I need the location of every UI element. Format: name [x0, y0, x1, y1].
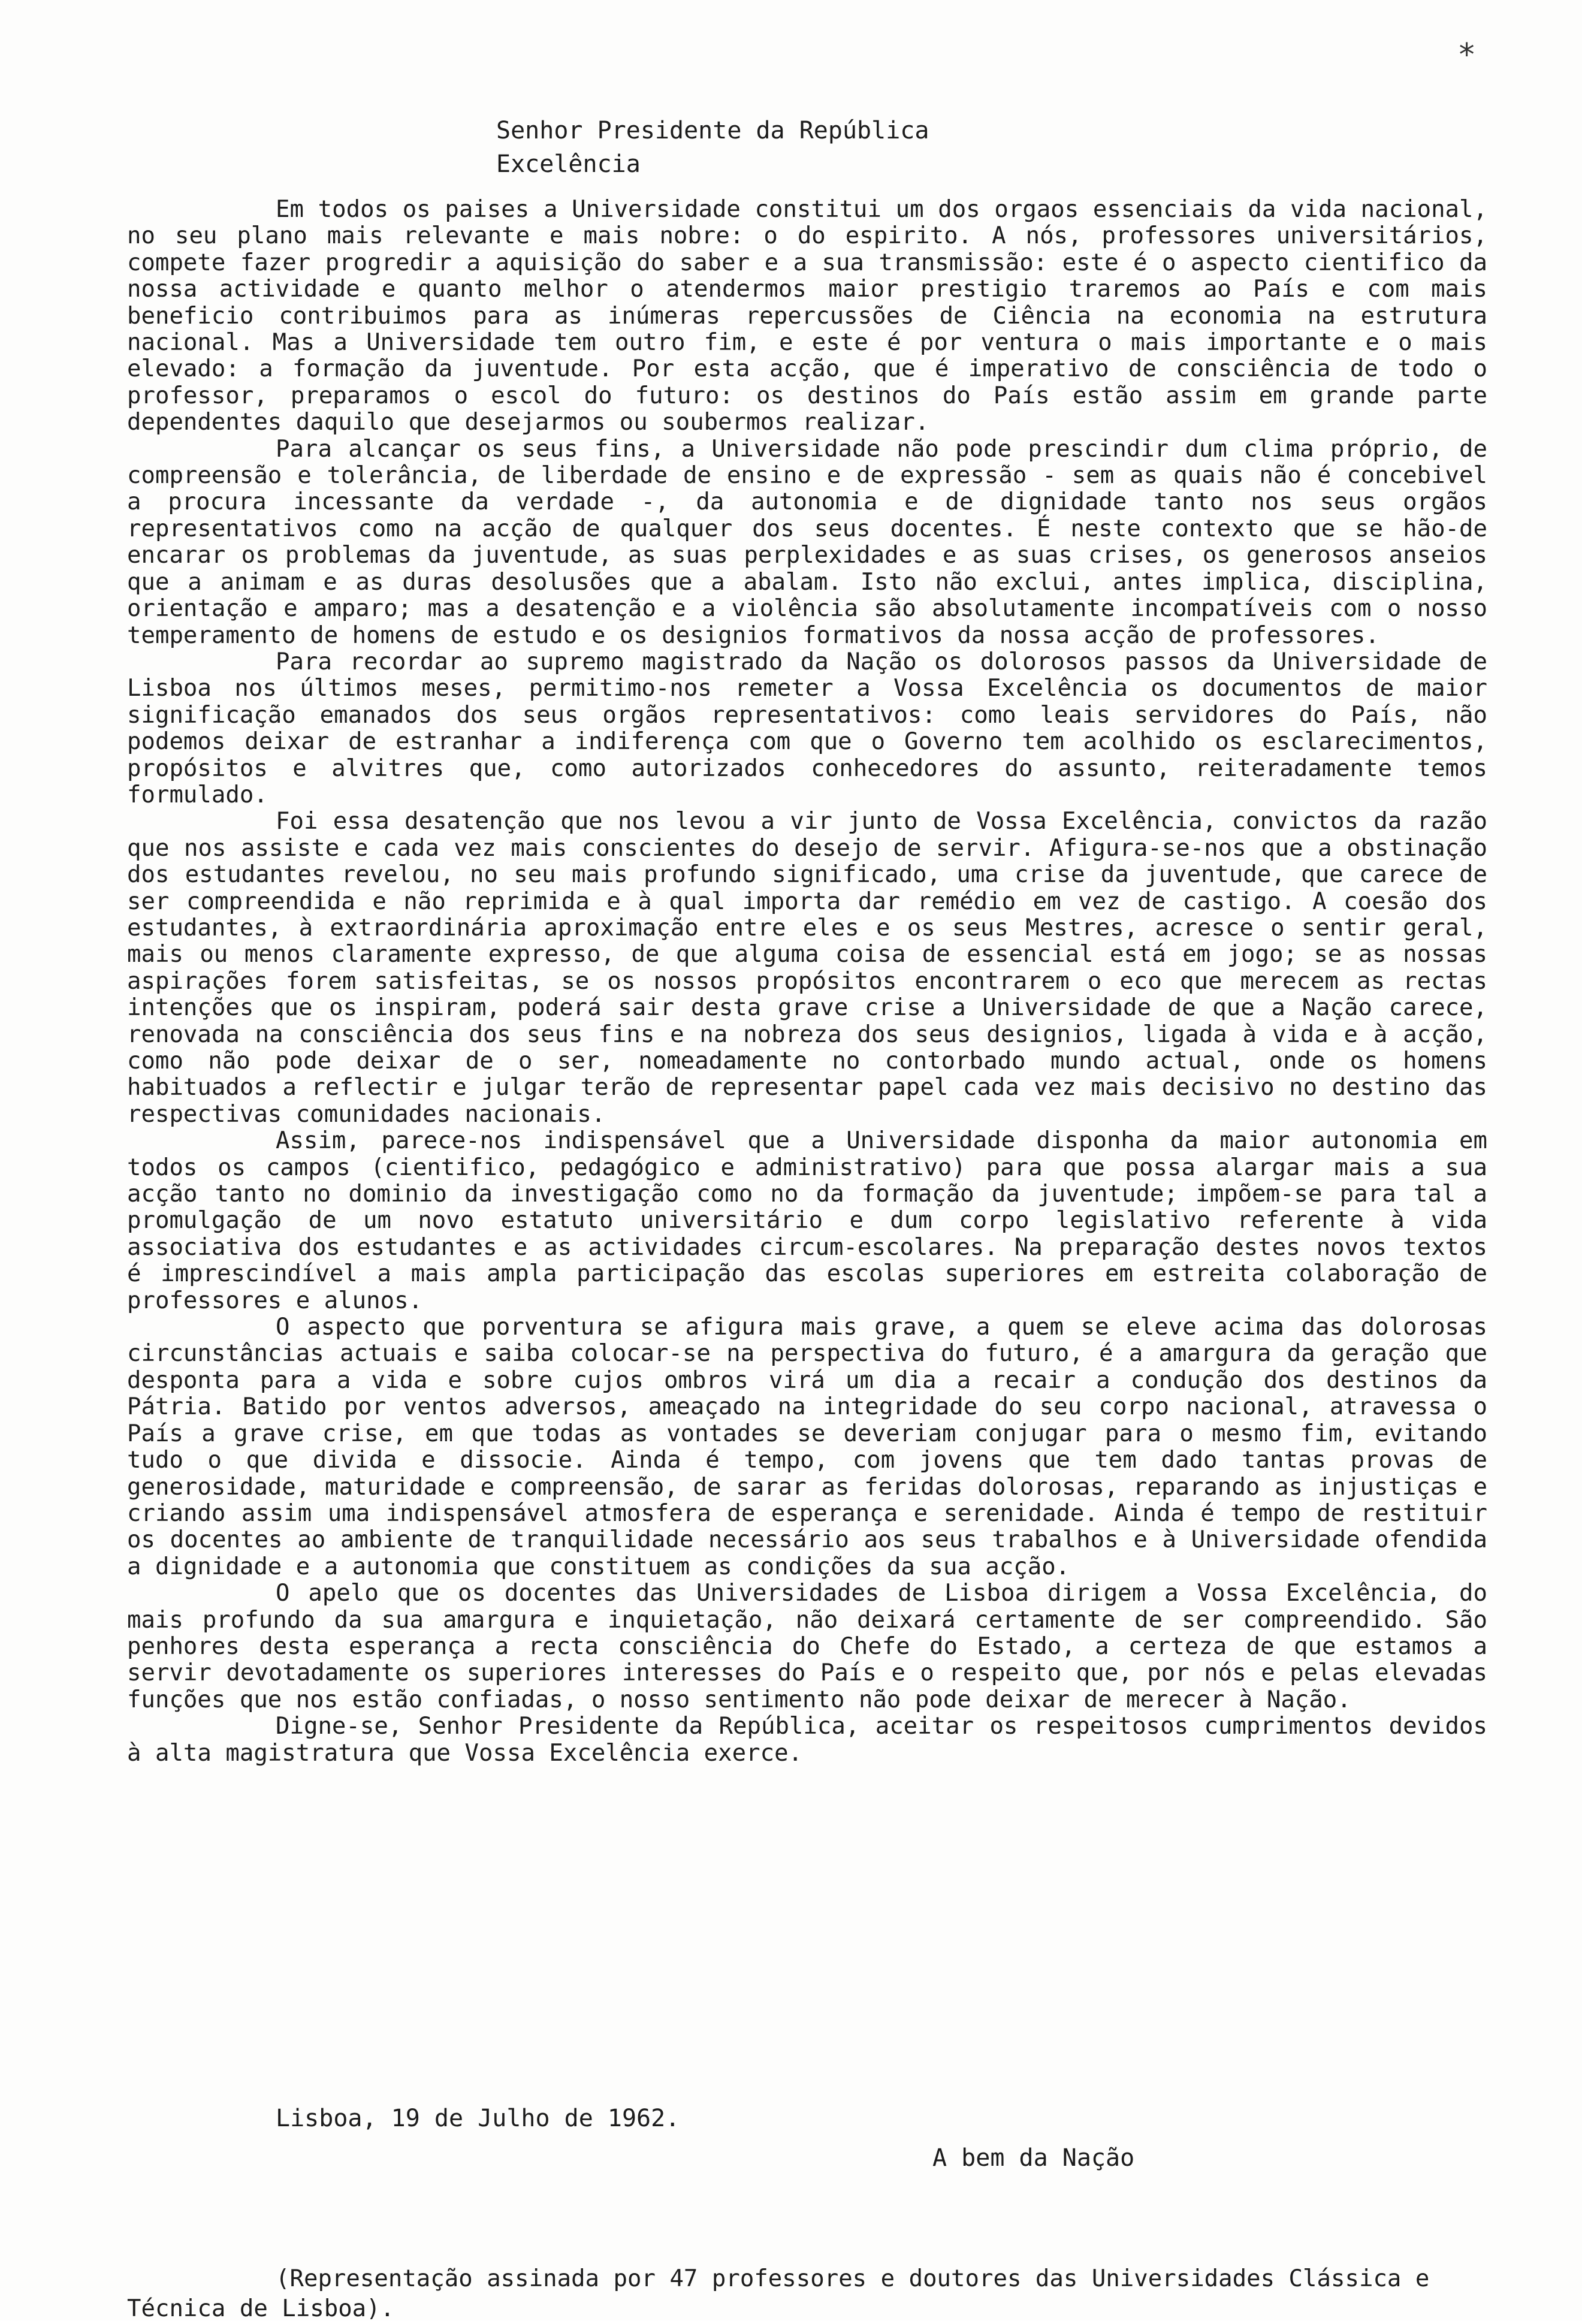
salutation-title: Excelência — [496, 150, 641, 178]
letter-body — [127, 197, 1487, 1767]
paragraph: Foi essa desatenção que nos levou a vir junto de Vossa Excelência, convictos da razão que nos assiste e cada vez mais conscientes do desejo de servir. Afigura-se-nos que a obstinação dos estudantes revelou, no seu mais profundo significado, uma crise da juventude, que carece de ser compreendida e não reprimida e à qual importa dar remédio em vez de castigo. A coesão dos estudantes, à extraordinária aproximação entre eles e os seus Mestres, acresce o sentir geral, mais ou menos claramente expresso, de que alguma coisa de essencial está em jogo; se as nossas aspirações forem satisfeitas, se os nossos propósitos encontrarem o eco que merecem as rectas intenções que os inspiram, poderá sair desta grave crise a Universidade de que a Nação carece, renovada na consciência dos seus fins e na nobreza dos seus designios, ligada à vida e à acção, como não pode deixar de o ser, nomeadamente no contorbado mundo actual, onde os homens habituados a reflectir e julgar terão de representar papel cada vez mais decisivo no destino das respectivas comunidades nacionais. — [127, 808, 1487, 1128]
place-and-date: Lisboa, 19 de Julho de 1962. — [276, 2105, 680, 2132]
paragraph: Para alcançar os seus fins, a Universidade não pode prescindir dum clima próprio, de compreensão e tolerância, de liberdade de ensino e de expressão - sem as quais não é concebivel a procura incessante da verdade -, da autonomia e de dignidade tanto nos seus orgãos representativos como na acção de qualquer dos seus docentes. É neste contexto que se hão-de encarar os problemas da juventude, as suas perplexidades e as suas crises, os generosos anseios que a animam e as duras desolusões que a abalam. Isto não exclui, antes implica, disciplina, orientação e amparo; mas a desatenção e a violência são absolutamente incompatíveis com o nosso temperamento de homens de estudo e os designios formativos da nossa acção de professores. — [127, 435, 1487, 649]
paragraph: Em todos os paises a Universidade constitui um dos orgaos essenciais da vida nacional, no seu plano mais relevante e mais nobre: o do espirito. A nós, professores universitários, compete fazer progredir a aquisição do saber e a sua transmissão: este é o aspecto cientifico da nossa actividade e quanto melhor o atendermos maior prestigio traremos ao País e com mais beneficio contribuimos para as inúmeras repercussões de Ciência na economia na estrutura nacional. Mas a Universidade tem outro fim, e este é por ventura o mais importante e o mais elevado: a formação da juventude. Por esta acção, que é imperativo de consciência de todo o professor, preparamos o escol do futuro: os destinos do País estão assim em grande parte dependentes daquilo que desejarmos ou soubermos realizar. — [127, 196, 1487, 436]
paragraph: Para recordar ao supremo magistrado da Nação os dolorosos passos da Universidade de Lisboa nos últimos meses, permitimo-nos remeter a Vossa Excelência os documentos de maior significação emanados dos seus orgãos representativos: como leais servidores do País, não podemos deixar de estranhar a indiferença com que o Governo tem acolhido os esclarecimentos, propósitos e alvitres que, como autorizados conhecedores do assunto, reiteradamente temos formulado. — [127, 648, 1487, 808]
paragraph: Digne-se, Senhor Presidente da República, aceitar os respeitosos cumprimentos devidos à alta magistratura que Vossa Excelência exerce. — [127, 1713, 1487, 1767]
salutation-addressee: Senhor Presidente da República — [496, 117, 929, 144]
paragraph: O apelo que os docentes das Universidades de Lisboa dirigem a Vossa Excelência, do mais profundo da sua amargura e inquietação, não deixará certamente de ser compreendido. São penhores desta esperança a recta consciência do Chefe do Estado, a certeza de que estamos a servir devotadamente os superiores interesses do País e o respeito que, por nós e pelas elevadas funções que nos estão confiadas, o nosso sentimento não pode deixar de merecer à Nação. — [127, 1580, 1487, 1713]
salutation — [496, 114, 929, 181]
signature-note: (Representação assinada por 47 professores e doutores das Universidades Clássica e Técnica de Lisboa). — [127, 2265, 1430, 2322]
paragraph: Assim, parece-nos indispensável que a Universidade disponha da maior autonomia em todos os campos (cientifico, pedagógico e administrativo) para que possa alargar mais a sua acção tanto no dominio da investigação como no da formação da juventude; impõem-se para tal a promulgação de um novo estatuto universitário e dum corpo legislativo referente à vida associativa dos estudantes e as actividades circum-escolares. Na preparação destes novos textos é imprescindível a mais ampla participação das escolas superiores em estreita colaboração de professores e alunos. — [127, 1127, 1487, 1314]
closing-motto: A bem da Nação — [932, 2144, 1135, 2172]
paragraph: O aspecto que porventura se afigura mais grave, a quem se eleve acima das dolorosas circunstâncias actuais e saiba colocar-se na perspectiva do futuro, é a amargura da geração que desponta para a vida e sobre cujos ombros virá um dia a recair a condução dos destinos da Pátria. Batido por ventos adversos, ameaçado na integridade do seu corpo nacional, atravessa o País a grave crise, em que todas as vontades se deveriam conjugar para o mesmo fim, evitando tudo o que divida e dissocie. Ainda é tempo, com jovens que tem dado tantas provas de generosidade, maturidade e compreensão, de sarar as feridas dolorosas, reparando as injustiças e criando assim uma indispensável atmosfera de esperança e serenidade. Ainda é tempo de restituir os docentes ao ambiente de tranquilidade necessário aos seus trabalhos e à Universidade ofendida a dignidade e a autonomia que constituem as condições da sua acção. — [127, 1314, 1487, 1580]
corner-mark: * — [1457, 37, 1477, 73]
